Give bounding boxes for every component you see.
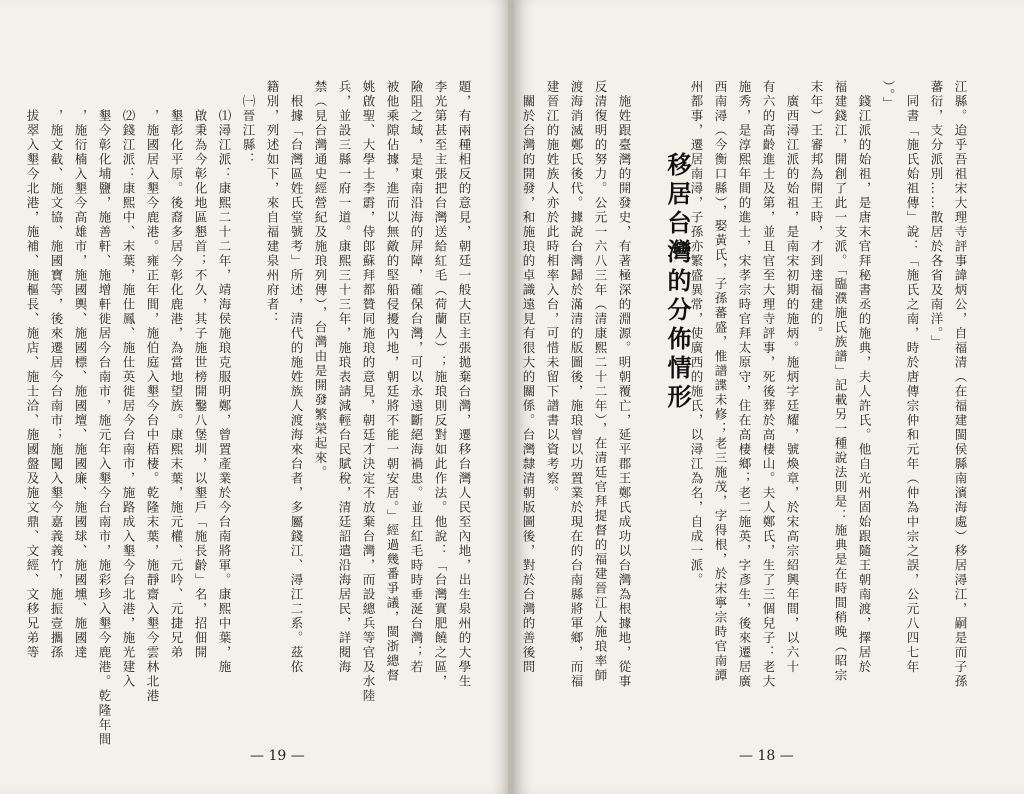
- page-number-19: — 19 —: [250, 748, 305, 764]
- left-page: [0, 0, 510, 794]
- section-title: 移居台灣的分佈情形: [663, 152, 691, 413]
- left-page-text: 題，有兩種相反的意見，朝廷一般大臣主張拋棄台灣，遷移台灣人民至內地，出生泉州的大學生 李光第甚至主張把台灣送給紅毛（荷蘭人）；施琅則反對如此作法。他說：「台灣實肥饒之區， 險阻之域，是東南沿海的屏障，確保台灣，可以永遠斷絕海禍患。並且紅毛時時垂涎台灣；若 被他乘隙佔據，進而以無敵的堅船侵擾內地，朝廷將不能一朝安居。」經過幾番爭議，閩浙總督 姚啟聖、大學士李霨，侍郎蘇拜都贊同施琅的意見，朝廷才決定不放棄台灣，而設總兵等官及水陸 兵，並設三縣一府一道。康熙三十三年，施琅表請減輕台民賦稅，清廷詔遣沿海居民，詳閱海 禁（見台灣通史經營紀及施琅列傳），台灣由是開發繁榮起來。 根據「台灣區姓氏堂號考」所述，清代的施姓族人渡海來台者，多屬錢江、潯江二系。茲依 籍別，列述如下，來自福建泉州府者： ㈠晉江縣： ⑴潯江派：康熙二十二年，靖海侯施琅克服明鄭，曾置產業於今台南將軍。康熙中葉，施 啟秉為今彰化地區懇首；不久，其子施世榜開鑿八堡圳，以墾戶「施長齡」名，招佃開 墾彰化平原。後裔多居今彰化鹿港，為當地望族。康熙末葉，施元權、元吟、元捷兄弟 ，施國居入墾今鹿港。雍正年間，施伯庭入墾今台中梧棲。乾隆末葉，施靜齋入墾今雲林北港 ⑵錢江派：康熙中、末葉，施仕鳳、施仕英徙居今台南市，施路成入墾今台北港，施光建入 墾今彰化埔鹽，施善軒、施增軒徙居今台南市，施元年入墾今台南市，施彩珍入墾今鹿港。乾隆年間 ，施衍楠入墾今高雄市，施國輿、施國標、施國壇、施國廉、施國球、施國壎、施國達 ，施文截、施文協、施國寶等，後來遷居今台南市；施闖入墾今嘉義義竹，施振壹攜孫 拔翠入墾今北港，施補、施樞長、施店、施士洽、施國盤及施文鼎、文經、文移兄弟等: [25, 80, 472, 747]
- right-page-text: 江縣。迨乎吾祖宋大理寺評事諱炳公，自福清（在福建閩侯縣南濱海處）移居潯江，嗣是而子孫 蕃衍，支分派別……散居於各省及南洋。」 同書「施氏始祖傳」說：「施氏之南，時於唐傳宗仲和元年（仲為中宗之誤，公元八四七年 ）。」 錢江派的始祖，是唐末官拜秘書丞的施典，夫人許氏。他自光州固始跟隨王朝南渡，擇居於 福建錢江，開創了此一支派。「臨濮施氏族譜」記載另一種說法則是：施典是在時間稍晚（昭宗 末年）王審邦為開王時，才到達福建的。 廣西潯江派的始祖，是南宋初期的施炳。施炳字廷耀，號煥章，於宋高宗紹興年間，以六十 有六的高齡進士及第，並且官至大理寺評事，死後葬於高棲山。夫人鄭氏，生了三個兒子：老大 施秀，是淳熙年間的進士，宋孝宗時官拜太原守，住在高棲鄉；老二施英，字彥生，後來遷居廣 西南潯（今衡口縣），娶黃氏，子孫蕃盛，惟譜諜未修；老三施茂，字得根，於宋寧宗時官南譚 州都事，遷居南潯，子孫亦繁盛異常，使廣西的施氏，以潯江為名，自成一派。 施姓跟臺灣的開發史，有著極深的淵源。明朝覆亡，延平郡王鄭氏成功以台灣為根據地，從事 反清復明的努力。公元一六八三年（清康熙二十二年），在清廷官拜提督的福建晉江人施琅率師 渡海消滅鄭氏後代。據說台灣歸於滿清的版圖後，施琅曾以功置業於現在的台南縣將軍鄉，而福 建晉江的施姓族人亦於此時相率入台，可惜未留下譜書以資考察。 關於台灣的開發，和施琅的卓識遠見有很大的關係。台灣隸清朝版圖後，對於台灣的善後問: [521, 80, 968, 689]
- right-page: [514, 0, 1024, 794]
- page-number-18: — 18 —: [739, 748, 794, 764]
